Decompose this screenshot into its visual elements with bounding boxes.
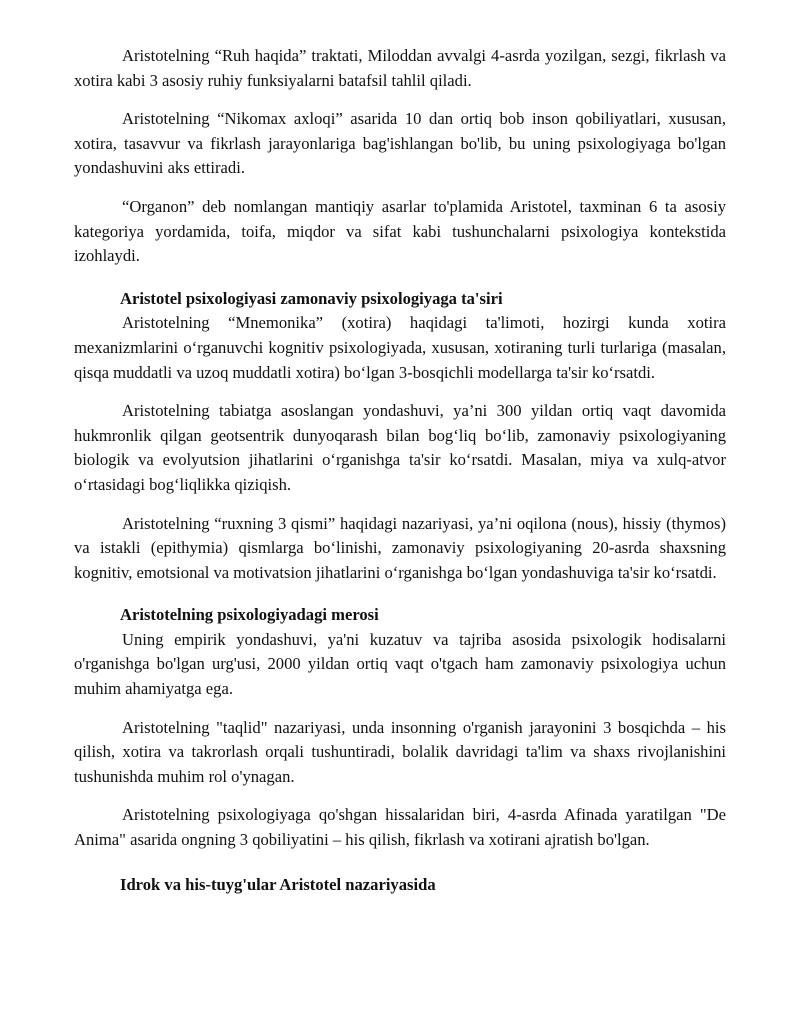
- paragraph-nikomax-axloqi: Aristotelning “Nikomax axloqi” asarida 10 dan ortiq bob inson qobiliyatlari, xususan, xotira, tasavvur va fikrlash jarayonlariga bag'ishlangan bo'lib, bu uning psixologiyaga bo'lgan yondashuvini aks ettiradi.: [74, 109, 726, 178]
- paragraph-ruh-haqida: Aristotelning “Ruh haqida” traktati, Miloddan avvalgi 4-asrda yozilgan, sezgi, fikrlash va xotira kabi 3 asosiy ruhiy funksiyalarni batafsil tahlil qiladi.: [74, 46, 726, 90]
- paragraph-ruxning-3-qismi: Aristotelning “ruxning 3 qismi” haqidagi nazariyasi, ya’ni oqilona (nous), hissiy (thymos) va istakli (epithymia) qismlarga bo‘linishi, zamonaviy psixologiyaning 20-asrda shaxsning kognitiv, emotsional va motivatsion jihatlarini o‘rganishga bo‘lgan yondashuviga ta'sir ko‘rsatdi.: [74, 513, 726, 582]
- section-heading-perception: Idrok va his-tuyg'ular Aristotel nazariyasida: [120, 874, 436, 894]
- paragraph-mnemonika: Aristotelning “Mnemonika” (xotira) haqidagi ta'limoti, hozirgi kunda xotira mexanizmlarini o‘rganuvchi kognitiv psixologiyada, xususan, xotiraning turli turlariga (masalan, qisqa muddatli va uzoq muddatli xotira) bo‘lgan 3-bosqichli modellarga ta'sir ko‘rsatdi.: [74, 313, 726, 382]
- paragraph-organon: “Organon” deb nomlangan mantiqiy asarlar to'plamida Aristotel, taxminan 6 ta asosiy kategoriya yordamida, toifa, miqdor va sifat kabi tushunchalarni psixologiya kontekstida izohlaydi.: [74, 196, 726, 266]
- document-body: [74, 44, 726, 897]
- section-heading-legacy: Aristotelning psixologiyadagi merosi: [120, 605, 379, 625]
- section-heading-influence: Aristotel psixologiyasi zamonaviy psixologiyaga ta'siri: [120, 288, 503, 308]
- paragraph-tabiat-yondashuvi: Aristotelning tabiatga asoslangan yondashuvi, ya’ni 300 yildan ortiq vaqt davomida hukmronlik qilgan geotsentrik dunyoqarash bilan bog‘liq bo‘lib, zamonaviy psixologiyaning biologik va evolyutsion jihatlarini o‘rganishga ta'sir ko‘rsatdi. Masalan, miya va xulq-atvor o‘rtasidagi bog‘liqlikka qiziqish.: [74, 401, 726, 494]
- paragraph-de-anima: Aristotelning psixologiyaga qo'shgan hissalaridan biri, 4-asrda Afinada yaratilgan "De Anima" asarida ongning 3 qobiliyatini – his qilish, fikrlash va xotirani ajratish bo'lgan.: [74, 805, 726, 850]
- paragraph-empirik-yondashuv: Uning empirik yondashuvi, ya'ni kuzatuv va tajriba asosida psixologik hodisalarni o'rganishga bo'lgan urg'usi, 2000 yildan ortiq vaqt o'tgach ham zamonaviy psixologiya uchun muhim ahamiyatga ega.: [74, 629, 726, 699]
- paragraph-taqlid-nazariyasi: Aristotelning "taqlid" nazariyasi, unda insonning o'rganish jarayonini 3 bosqichda – his qilish, xotira va takrorlash orqali tushuntiradi, bolalik davridagi ta'lim va shaxs rivojlanishini tushunishda muhim rol o'ynagan.: [74, 717, 726, 786]
